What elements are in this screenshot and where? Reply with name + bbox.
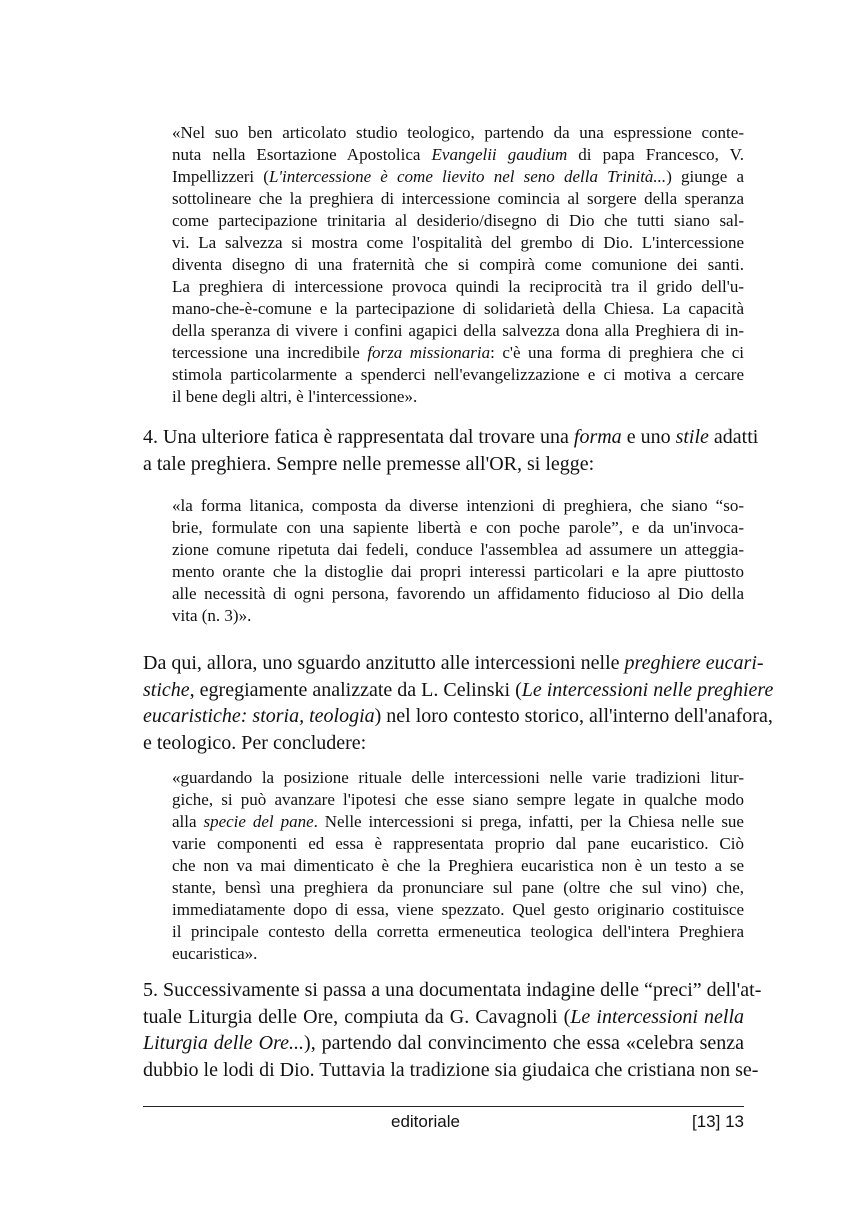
text-line: dubbio le lodi di Dio. Tuttavia la tradizione sia giudaica che cristiana non se- — [143, 1058, 759, 1081]
text-line: La preghiera di intercessione provoca quindi la reciprocità tra il grido dell'u- — [172, 277, 744, 296]
text-line: alle necessità di ogni persona, favorendo un affidamento fiducioso al Dio della — [172, 584, 744, 603]
text-line: «Nel suo ben articolato studio teologico, partendo da una espressione conte- — [172, 123, 744, 142]
text-line: il bene degli altri, è l'intercessione». — [172, 387, 418, 406]
block-quote-2 — [172, 495, 744, 627]
text-line: nuta nella Esortazione Apostolica Evangelii gaudium di papa Francesco, V. — [172, 145, 744, 164]
text-line: immediatamente dopo di essa, viene spezzato. Quel gesto originario costituisce — [172, 900, 744, 919]
text-line: Impellizzeri (L'intercessione è come lievito nel seno della Trinità...) giunge a — [172, 167, 745, 186]
text-line: 4. Una ulteriore fatica è rappresentata dal trovare una forma e uno stile adatti — [143, 426, 759, 448]
text-line: zione comune ripetuta dai fedeli, conduce l'assemblea ad assumere un atteggia- — [172, 540, 744, 559]
text-line: stiche, egregiamente analizzate da L. Celinski (Le intercessioni nelle preghiere — [143, 678, 774, 701]
text-line: a tale preghiera. Sempre nelle premesse all'OR, si legge: — [143, 452, 595, 475]
text-line: «la forma litanica, composta da diverse intenzioni di preghiera, che siano “so- — [172, 496, 744, 515]
text-line: Liturgia delle Ore...), partendo dal convincimento che essa «celebra senza — [143, 1032, 745, 1054]
block-quote-1 — [172, 122, 744, 408]
text-line: eucaristiche: storia, teologia) nel loro contesto storico, all'interno dell'anafora, — [143, 705, 773, 727]
text-line: che non va mai dimenticato è che la Preghiera eucaristica non è un testo a se — [172, 856, 744, 875]
text-line: mento orante che la distoglie dai propri interessi particolari e la apre piuttosto — [172, 562, 744, 581]
text-line: vi. La salvezza si mostra come l'ospitalità del grembo di Dio. L'intercessione — [172, 233, 744, 252]
text-line: varie componenti ed essa è rappresentata proprio dal pane eucaristico. Ciò — [172, 834, 744, 853]
text-line: vita (n. 3)». — [172, 606, 252, 625]
paragraph-5 — [143, 977, 762, 1083]
text-line: 5. Successivamente si passa a una documentata indagine delle “preci” dell'at- — [143, 979, 762, 1001]
text-line: tercessione una incredibile forza missionaria: c'è una forma di preghiera che ci — [172, 343, 745, 362]
text-line: Da qui, allora, uno sguardo anzitutto alle intercessioni nelle preghiere eucari- — [143, 652, 764, 674]
text-line: come partecipazione trinitaria al desiderio/disegno di Dio che tutti siano sal- — [172, 211, 744, 230]
paragraph-da-qui — [143, 650, 774, 756]
block-quote-3 — [172, 767, 744, 965]
footer-section-label: editoriale — [391, 1112, 460, 1131]
text-line: mano-che-è-comune e la partecipazione di solidarietà della Chiesa. La capacità — [172, 299, 744, 318]
text-line: brie, formulate con una sapiente libertà e con poche parole”, e da un'invoca- — [172, 518, 744, 537]
text-line: della speranza di vivere i confini agapici della salvezza dona alla Preghiera di in- — [172, 321, 744, 340]
paragraph-4 — [143, 424, 759, 477]
text-line: stimola particolarmente a spenderci nell'evangelizzazione e ci motiva a cercare — [172, 365, 744, 384]
text-line: eucaristica». — [172, 944, 258, 963]
text-line: tuale Liturgia delle Ore, compiuta da G. Cavagnoli (Le intercessioni nella — [143, 1005, 744, 1028]
text-line: diventa disegno di una fraternità che si compirà come comunione dei santi. — [172, 255, 744, 274]
text-line: giche, si può avanzare l'ipotesi che esse siano sempre legate in qualche modo — [172, 790, 744, 809]
text-line: sottolineare che la preghiera di intercessione comincia al sorgere della speranza — [172, 189, 744, 208]
text-line: il principale contesto della corretta ermeneutica teologica dell'intera Preghiera — [172, 922, 744, 941]
footer-page-number: [13] 13 — [692, 1112, 744, 1131]
text-line: e teologico. Per concludere: — [143, 731, 367, 754]
footer-rule — [143, 1106, 744, 1107]
text-line: stante, bensì una preghiera da pronunciare sul pane (oltre che sul vino) che, — [172, 878, 744, 897]
text-line: alla specie del pane. Nelle intercessioni si prega, infatti, per la Chiesa nelle sue — [172, 812, 744, 831]
text-line: «guardando la posizione rituale delle intercessioni nelle varie tradizioni litur- — [172, 768, 744, 787]
